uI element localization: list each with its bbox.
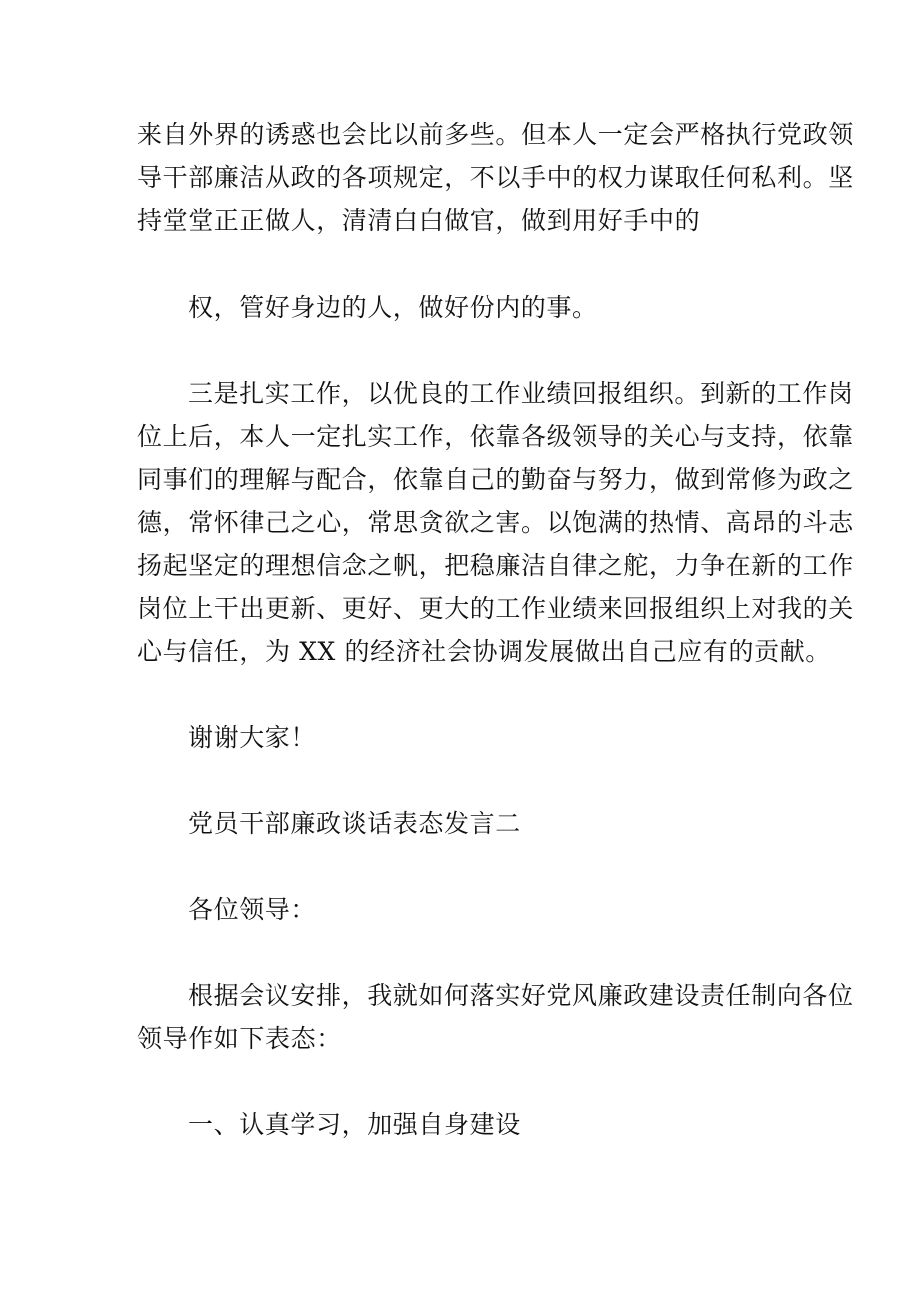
paragraph-line: 来自外界的诱惑也会比以前多些。但本人一定会严格执行党政领 (137, 120, 854, 149)
paragraph-line: 三是扎实工作，以优良的工作业绩回报组织。到新的工作岗 (188, 379, 854, 408)
paragraph-line: 岗位上干出更新、更好、更大的工作业绩来回报组织上对我的关 (137, 594, 854, 623)
paragraph-line: 领导作如下表态： (137, 1024, 342, 1053)
paragraph-line: 根据会议安排，我就如何落实好党风廉政建设责任制向各位 (188, 981, 854, 1010)
paragraph-line: 导干部廉洁从政的各项规定，不以手中的权力谋取任何私利。坚 (137, 163, 854, 192)
paragraph-line: 权，管好身边的人，做好份内的事。 (188, 293, 598, 322)
section-heading: 一、认真学习，加强自身建设 (188, 1110, 521, 1139)
paragraph-line: 位上后，本人一定扎实工作，依靠各级领导的关心与支持，依靠 (137, 422, 854, 451)
paragraph-line: 心与信任，为 XX 的经济社会协调发展做出自己应有的贡献。 (137, 637, 831, 666)
paragraph-line: 持堂堂正正做人，清清白白做官，做到用好手中的 (137, 206, 701, 235)
salutation: 各位领导： (188, 895, 317, 924)
closing-thanks: 谢谢大家！ (188, 723, 317, 752)
paragraph-line: 德，常怀律己之心，常思贪欲之害。以饱满的热情、高昂的斗志 (137, 508, 854, 537)
paragraph-line: 同事们的理解与配合，依靠自己的勤奋与努力，做到常修为政之 (137, 465, 854, 494)
paragraph-line: 扬起坚定的理想信念之帆，把稳廉洁自律之舵，力争在新的工作 (137, 551, 854, 580)
section-title: 党员干部廉政谈话表态发言二 (188, 809, 521, 838)
